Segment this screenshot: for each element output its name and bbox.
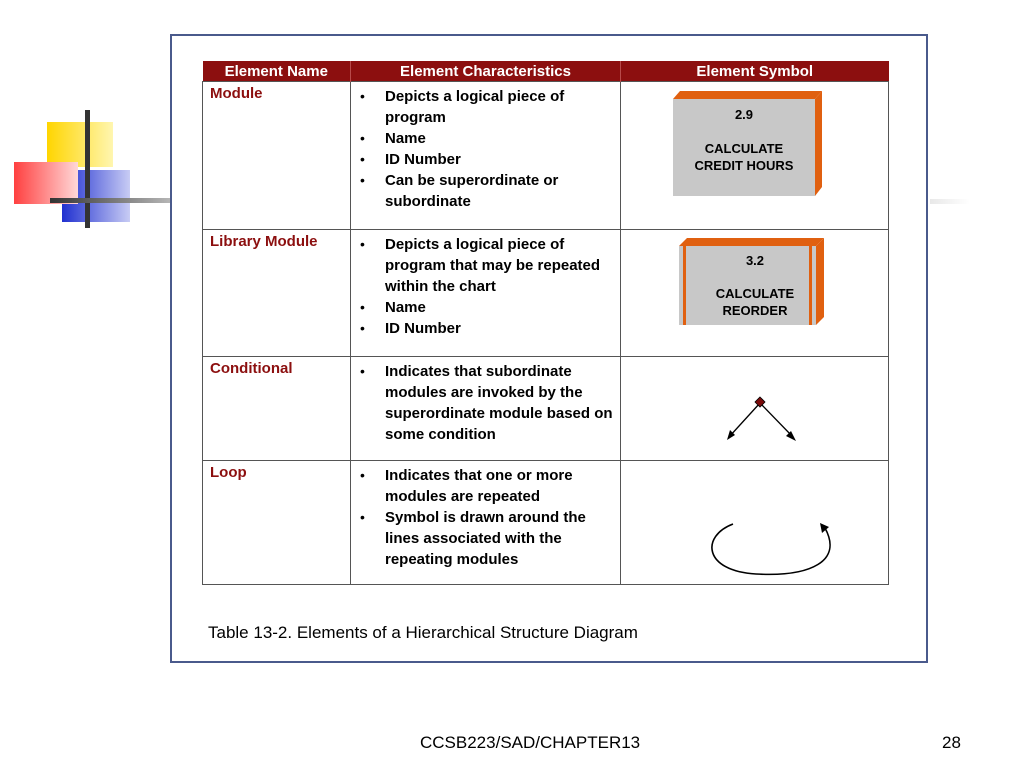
yellow-block [47, 122, 113, 167]
element-name-loop: Loop [203, 461, 351, 585]
characteristics-list [351, 230, 620, 339]
library-module-symbol [621, 230, 889, 357]
decorative-corner-graphic [0, 0, 175, 240]
list-item: • Depicts a logical piece of program [385, 86, 614, 128]
header-element-name: Element Name [203, 61, 351, 82]
footer-course-label: CCSB223/SAD/CHAPTER13 [420, 733, 641, 752]
table-row [203, 82, 889, 230]
module-symbol [621, 82, 889, 230]
module-id: 2.9 [734, 107, 754, 122]
characteristics-cell [351, 230, 621, 357]
slide-number: 28 [942, 733, 961, 752]
symbol-cell [621, 82, 889, 230]
symbol-cell [621, 230, 889, 357]
table-caption: Table 13-2. Elements of a Hierarchical Structure Diagram [208, 623, 638, 642]
red-block [14, 162, 78, 204]
characteristics-list [351, 82, 620, 212]
vertical-line [85, 110, 90, 228]
library-module-top-edge [679, 238, 824, 246]
characteristics-list [351, 461, 620, 570]
header-element-symbol: Element Symbol [621, 61, 889, 82]
characteristics-cell [351, 357, 621, 461]
conditional-diamond [755, 397, 765, 407]
loop-arrowhead [820, 523, 829, 533]
element-name-conditional: Conditional [203, 357, 351, 461]
horizontal-line [50, 198, 175, 203]
list-item: • Indicates that one or more modules are repeated [385, 465, 614, 507]
table-row [203, 230, 889, 357]
characteristics-list [351, 357, 620, 445]
table-row [203, 357, 889, 461]
symbol-cell [621, 461, 889, 585]
library-module-id: 3.2 [745, 253, 765, 268]
table-row [203, 461, 889, 585]
list-item: • Name [385, 297, 614, 318]
characteristics-cell [351, 82, 621, 230]
conditional-left-branch [729, 403, 760, 437]
module-label-line1: CALCULATE [704, 141, 784, 156]
element-name-module: Module [203, 82, 351, 230]
list-item: • Name [385, 128, 614, 149]
symbol-cell [621, 357, 889, 461]
module-top-edge [673, 91, 822, 99]
conditional-symbol [621, 357, 889, 461]
table-header-row [203, 61, 889, 82]
header-element-characteristics: Element Characteristics [351, 61, 621, 82]
characteristics-cell [351, 461, 621, 585]
element-name-library-module: Library Module [203, 230, 351, 357]
conditional-right-arrowhead [786, 431, 796, 441]
list-item: • Can be superordinate or subordinate [385, 170, 614, 212]
content-frame [170, 34, 928, 663]
module-label-line2: CREDIT HOURS [694, 158, 794, 173]
list-item: • ID Number [385, 149, 614, 170]
library-module-label-line2: REORDER [722, 303, 788, 318]
list-item: • Indicates that subordinate modules are invoked by the superordinate module based on some condition [385, 361, 614, 445]
library-module-side-edge [816, 238, 824, 325]
library-module-label-line1: CALCULATE [715, 286, 795, 301]
elements-table [202, 61, 889, 585]
list-item: • Symbol is drawn around the lines associated with the repeating modules [385, 507, 614, 570]
list-item: • Depicts a logical piece of program that may be repeated within the chart [385, 234, 614, 297]
library-module-left-band [683, 246, 686, 325]
module-side-edge [815, 91, 822, 196]
conditional-right-branch [760, 403, 793, 437]
loop-symbol [621, 461, 889, 585]
loop-arc [712, 524, 830, 574]
horizontal-line-right-fade [930, 199, 970, 204]
library-module-right-band [809, 246, 812, 325]
list-item: • ID Number [385, 318, 614, 339]
